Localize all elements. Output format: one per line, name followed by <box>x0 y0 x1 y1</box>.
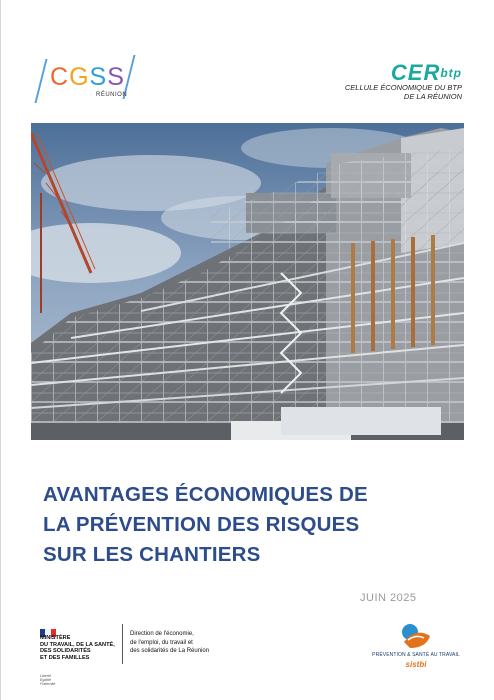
republic-motto: Liberté Égalité Fraternité <box>40 674 56 686</box>
cgss-letter: S <box>107 63 125 91</box>
document-title <box>43 480 463 570</box>
cerbtp-logo <box>322 60 462 108</box>
sistbi-mark-icon <box>396 622 436 652</box>
cgss-letter: G <box>69 63 90 91</box>
cover-photo <box>31 123 464 440</box>
logo-slash-left <box>35 59 48 103</box>
cerbtp-mark-suffix: btp <box>440 66 462 80</box>
cgss-subtitle: RÉUNION <box>96 92 128 98</box>
cgss-letter: S <box>89 63 108 91</box>
title-line-3: SUR LES CHANTIERS <box>43 543 261 566</box>
cgss-logo <box>40 55 132 105</box>
ministry-logo <box>40 624 125 684</box>
cerbtp-caption-2: DE LA RÉUNION <box>403 92 462 101</box>
sistbi-name: sistbi <box>405 660 427 669</box>
title-line-2: LA PRÉVENTION DES RISQUES <box>43 513 360 536</box>
publication-date: JUIN 2025 <box>360 592 417 604</box>
cerbtp-caption-1: CELLULE ÉCONOMIQUE DU BTP <box>344 83 462 92</box>
cerbtp-mark-main: CER <box>390 60 441 85</box>
title-line-1: AVANTAGES ÉCONOMIQUES DE <box>43 483 368 506</box>
cgss-wordmark <box>50 63 125 92</box>
ministry-name: MINISTÈRE DU TRAVAIL, DE LA SANTÉ, DES SOLIDARITÉS ET DES FAMILLES <box>40 635 115 661</box>
footer-divider <box>122 624 123 664</box>
cgss-letter: C <box>50 63 70 91</box>
sistbi-tagline: PRÉVENTION & SANTÉ AU TRAVAIL <box>372 652 460 658</box>
sistbi-logo <box>366 622 466 672</box>
cerbtp-mark <box>322 60 462 85</box>
french-flag-icon <box>40 624 56 632</box>
directorate-name: Direction de l'économie, de l'emploi, du travail et des solidarités de La Réunion <box>130 631 210 654</box>
scaffolding-building-image <box>31 123 464 440</box>
page-edge <box>0 0 1 700</box>
